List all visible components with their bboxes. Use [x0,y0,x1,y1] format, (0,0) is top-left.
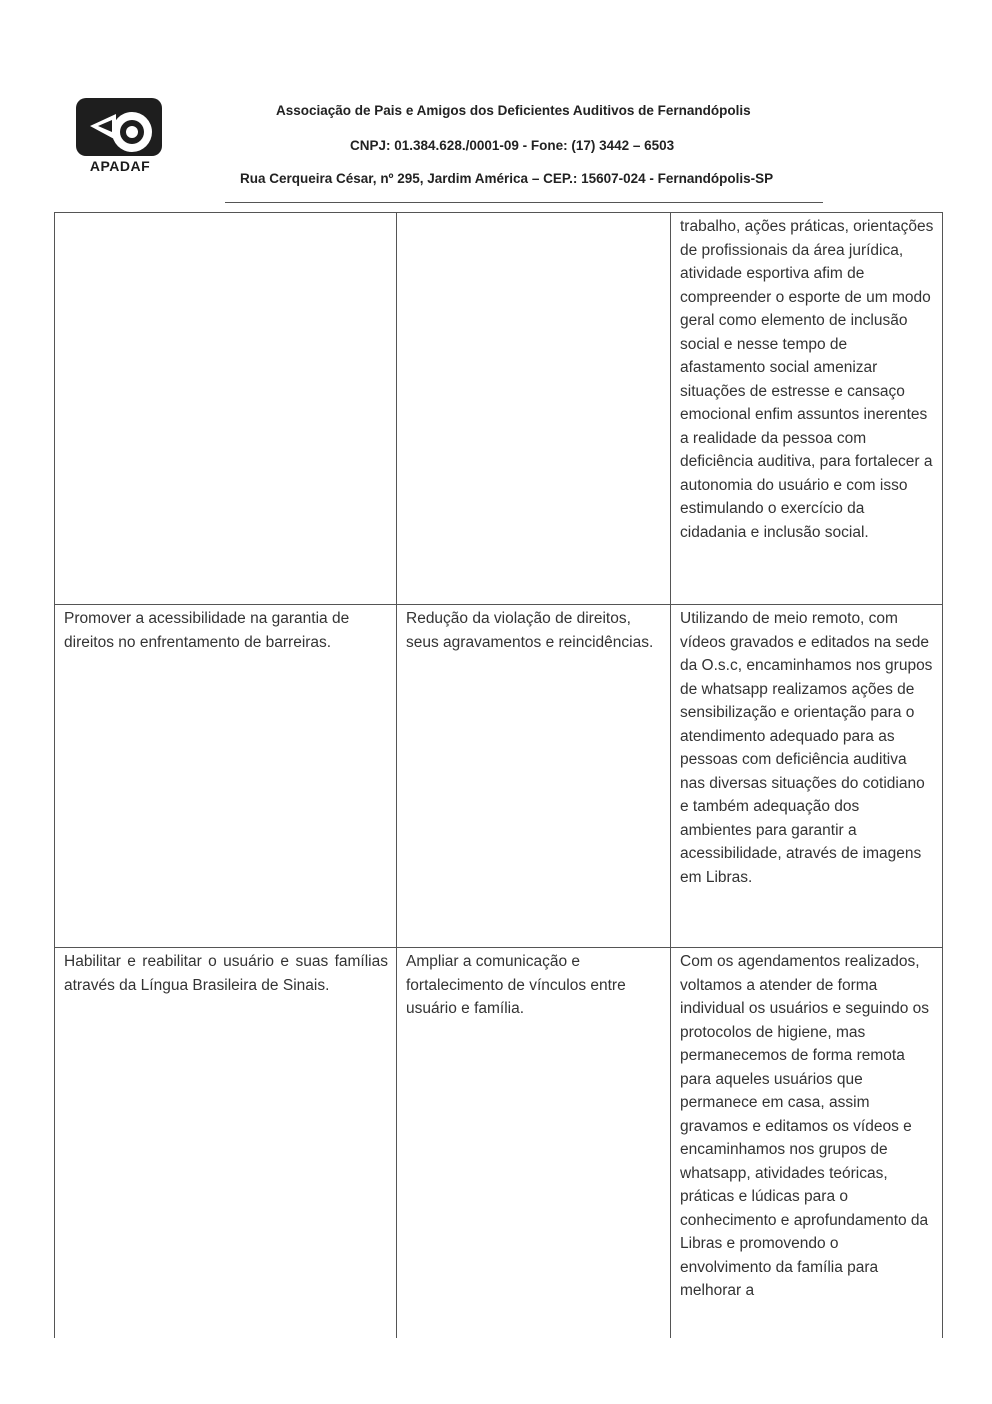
objective-cell: Habilitar e reabilitar o usuário e suas famílias através da Língua Brasileira de Sinais. [55,948,397,1338]
table-row [55,605,943,948]
result-cell: Ampliar a comunicação e fortalecimento de vínculos entre usuário e família. [397,948,671,1338]
table-row [55,948,943,1338]
table-row [55,212,943,605]
result-cell: Redução da violação de direitos, seus agravamentos e reincidências. [397,605,671,947]
letterhead [0,0,992,210]
apadaf-logo [74,96,166,178]
ear-logo-icon [74,96,166,158]
logo-wordmark: APADAF [89,158,151,174]
method-cell: trabalho, ações práticas, orientações de profissionais da área jurídica, atividade esportiva afim de compreender o esporte de um modo geral como elemento de inclusão social e nesse tempo de afastamento social amenizar situações de estresse e cansaço emocional enfim assuntos inerentes a realidade da pessoa com deficiência auditiva, para fortalecer a autonomia do usuário e com isso estimulando o exercício da cidadania e inclusão social. [671,212,943,604]
objective-cell: Promover a acessibilidade na garantia de direitos no enfrentamento de barreiras. [55,605,397,947]
activities-table [54,212,943,1338]
method-cell: Utilizando de meio remoto, com vídeos gravados e editados na sede da O.s.c, encaminhamos nos grupos de whatsapp realizamos ações de sensibilização e orientação para o atendimento adequado para as pessoas com deficiência auditiva nas diversas situações do cotidiano e também adequação dos ambientes para garantir a acessibilidade, através de imagens em Libras. [671,605,943,947]
address: Rua Cerqueira César, nº 295, Jardim América – CEP.: 15607-024 - Fernandópolis-SP [240,171,774,186]
cnpj-phone: CNPJ: 01.384.628./0001-09 - Fone: (17) 3442 – 6503 [350,138,675,153]
result-cell [397,212,671,604]
header-divider [225,202,823,203]
method-cell: Com os agendamentos realizados, voltamos a atender de forma individual os usuários e seguindo os protocolos de higiene, mas permanecemos de forma remota para aqueles usuários que permanece em casa, assim gravamos e editamos os vídeos e encaminhamos nos grupos de whatsapp, atividades teóricas, práticas e lúdicas para o conhecimento e aprofundamento da Libras e promovendo o envolvimento da família para melhorar a [671,948,943,1338]
organization-name: Associação de Pais e Amigos dos Deficientes Auditivos de Fernandópolis [276,103,751,118]
objective-cell [55,212,397,604]
